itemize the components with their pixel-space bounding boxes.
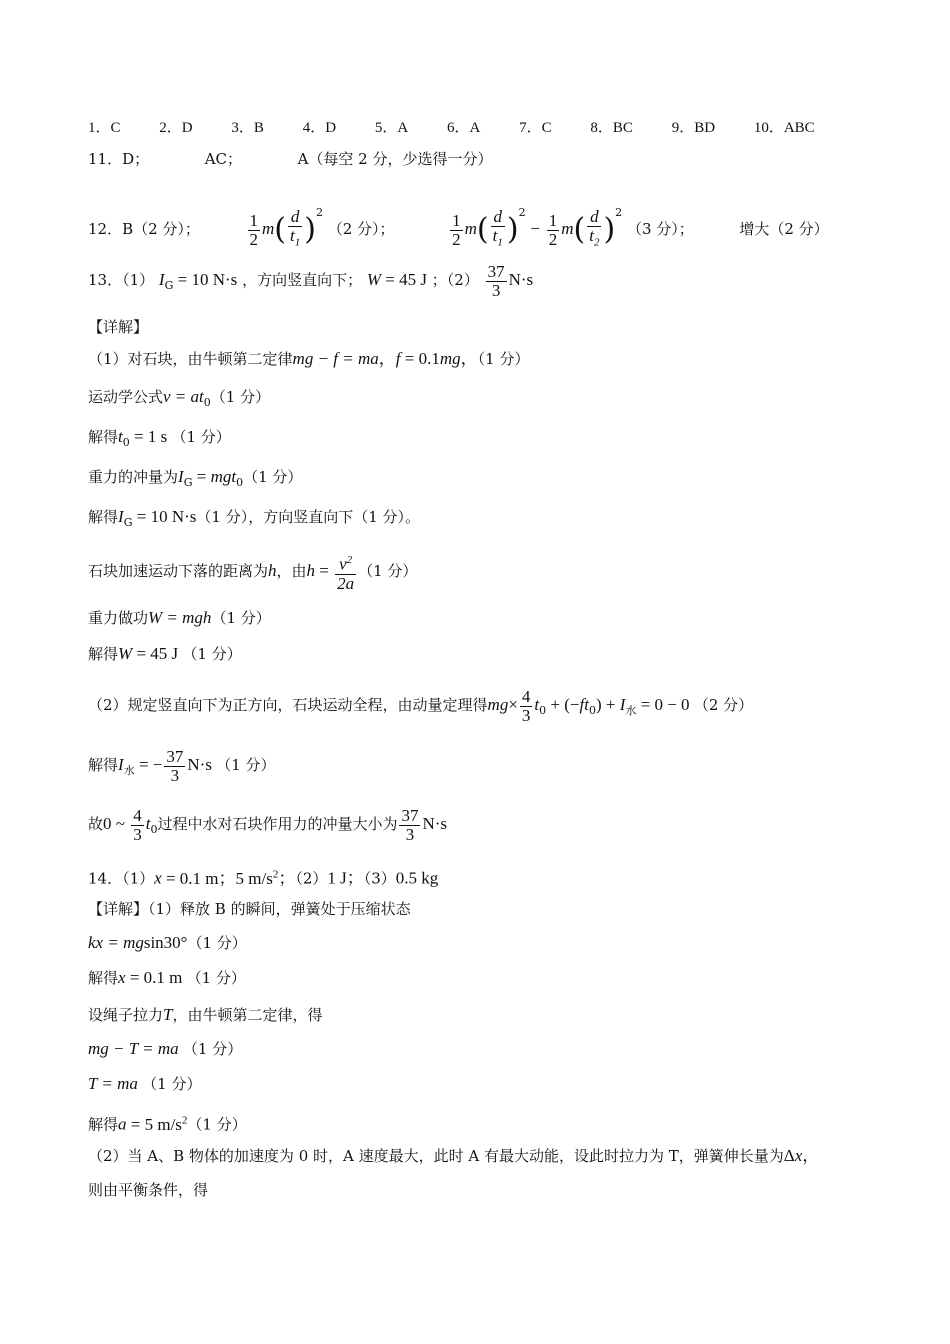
mc-answer: 3．B — [231, 120, 264, 136]
score: （1 分） — [187, 934, 247, 952]
text: （1）对石块，由牛顿第二定律 — [88, 350, 293, 368]
text: 设绳子拉力 — [88, 1006, 164, 1024]
text: 石块加速运动下落的距离为 — [88, 562, 269, 580]
q12-score2: （3 分）； — [626, 220, 694, 238]
score: （1 分） — [182, 645, 242, 663]
q11-a: 11．D； — [88, 150, 150, 168]
score: （1 分） — [211, 609, 271, 627]
mc-answer: 4．D — [302, 120, 337, 136]
mc-answer: 9．BD — [671, 120, 716, 136]
mc-answer: 10．ABC — [753, 120, 815, 136]
score: （1 分） — [187, 1115, 247, 1134]
text: 解得 — [88, 969, 119, 987]
q12-row: 12．B（2 分）； $\frac{1}{2}$ m( $\frac{d}{t_1}$ )$^2$ （2 分）； $\frac{1}{2}$ m( $\frac{d}{t_1}$ )$^2$ − $\frac{1}{2}$ m( $\frac{d}{t_2}$ )$^2$ （3 分）； 增大（2 分） — [88, 206, 829, 249]
score: （1 分） — [477, 350, 530, 368]
text: 重力做功 — [88, 609, 149, 627]
text: 解得 — [88, 1115, 119, 1134]
score: （1 分） — [358, 562, 418, 580]
score: （1 分） — [210, 388, 271, 406]
text: （2）当 A、B 物体的加速度为 0 时，A 速度最大，此时 A 有最大动能，设此时拉力为 T，弹簧伸长量为 — [88, 1147, 784, 1165]
text: ，由 — [276, 562, 307, 580]
q14-line-8: 则由平衡条件，得 — [88, 1181, 209, 1199]
q13-line-9: （2）规定竖直向下为正方向，石块运动全程，由动量定理得mg× $\frac{4}{3}$ $t_0 + (-ft_0) + I_水 = 0 - 0$ （2 分） — [88, 686, 754, 725]
q14-line-7: （2）当 A、B 物体的加速度为 0 时，A 速度最大，此时 A 有最大动能，设此时拉力为 T，弹簧伸长量为Δx， — [88, 1146, 820, 1165]
q13-line-2: 运动学公式$v = at_0(1$ 分） — [88, 387, 271, 409]
q13-line-6: 石块加速运动下落的距离为h，由h = $\frac{v^2}{2a}$ （1 分） — [88, 547, 417, 595]
text: 重力的冲量为 — [88, 468, 179, 486]
mc-answer: 6．A — [446, 120, 481, 136]
q14-head: 14．（1） — [88, 869, 155, 888]
q14-line-1: kx = mgsin30°（1 分） — [88, 933, 247, 952]
q13-line-1: （1）对石块，由牛顿第二定律mg − f = ma，f = 0.1mg，（1 分） — [88, 349, 530, 368]
q11-row — [88, 149, 492, 169]
score: （1 分） — [182, 1040, 243, 1058]
score: （1 分） — [216, 756, 276, 774]
q11-b: AC； — [204, 150, 242, 168]
q13-line-8: 解得W = 45 J （1 分） — [88, 644, 242, 663]
text: 解得 — [88, 756, 119, 774]
text: 解得 — [88, 645, 119, 663]
score: （1 分） — [142, 1075, 202, 1093]
mc-answer: 2．D — [159, 120, 193, 136]
mc-answer: 1．C — [88, 120, 121, 136]
mc-answers-row — [88, 117, 815, 138]
q13-head3: ；（2） — [431, 271, 479, 289]
q13-answer-row: 13．（1） $I_G = 10$ N·s ，方向竖直向下； W = 45 J ；（2） $\frac{37}{3}$ N·s — [88, 261, 534, 300]
text: 过程中水对石块作用力的冲量大小为 — [157, 815, 398, 833]
mc-answer: 8．BC — [590, 120, 633, 136]
text: 运动学公式 — [88, 388, 164, 406]
q11-c: A（每空 2 分，少选得一分） — [297, 150, 493, 168]
q14-line-4: mg − T = ma （1 分） — [88, 1039, 243, 1058]
text: （2）规定竖直向下为正方向，石块运动全程，由动量定理得 — [88, 696, 488, 714]
q14-line-6: 解得a = 5 $m/s^2(1$ 分） — [88, 1114, 247, 1134]
q12-label: 12．B（2 分）； — [88, 220, 200, 238]
q14-line-5: T = ma （1 分） — [88, 1074, 202, 1093]
score: （1 分） — [243, 468, 303, 486]
q13-line-11: 故0 ~ $\frac{4}{3}$ $t_0$过程中水对石块作用力的冲量大小为 $\frac{37}{3}$ N·s — [88, 805, 448, 844]
q14-answer-row: 14．（1）x = 0.1 m；5 $m/s^2$；（2）1 J；（3）0.5 kg — [88, 868, 439, 888]
q13-line-7: 重力做功W = mgh（1 分） — [88, 608, 271, 627]
q14-detail: 【详解】（1）释放 B 的瞬间，弹簧处于压缩状态 — [88, 900, 411, 918]
score: （1 分） — [186, 969, 246, 987]
q13-line-5: 解得$I_G = 10$ N·s（1 分），方向竖直向下（1 分）。 — [88, 507, 421, 529]
mc-answer: 5．A — [374, 120, 409, 136]
q12-score1: （2 分）； — [327, 220, 395, 238]
score: （1 分） — [171, 428, 231, 446]
q13-line-10: 解得$I_水$ = − $\frac{37}{3}$ N·s （1 分） — [88, 746, 276, 785]
mc-answer: 7．C — [519, 120, 552, 136]
q13-line-4: 重力的冲量为$I_G = mgt_0(1$ 分） — [88, 467, 303, 489]
half-fraction: $\frac{1}{2}$ — [249, 210, 258, 249]
text: ，由牛顿第二定律，得 — [172, 1006, 323, 1024]
text: 解得 — [88, 508, 119, 526]
text: 故 — [88, 815, 104, 833]
q12-score3: 增大（2 分） — [739, 220, 829, 238]
text: （1 分），方向竖直向下（1 分）。 — [196, 508, 421, 526]
q13-line-3: 解得$t_0 = 1$ s （1 分） — [88, 427, 231, 449]
detail-heading: 【详解】 — [88, 318, 149, 336]
text: 解得 — [88, 428, 119, 446]
q13-head: 13．（1） — [88, 271, 155, 289]
q14-line-3: 设绳子拉力T，由牛顿第二定律，得 — [88, 1005, 323, 1024]
score: （2 分） — [693, 696, 754, 714]
q14-line-2: 解得x = 0.1 m （1 分） — [88, 968, 246, 987]
q13-head2: ，方向竖直向下； — [242, 271, 363, 289]
